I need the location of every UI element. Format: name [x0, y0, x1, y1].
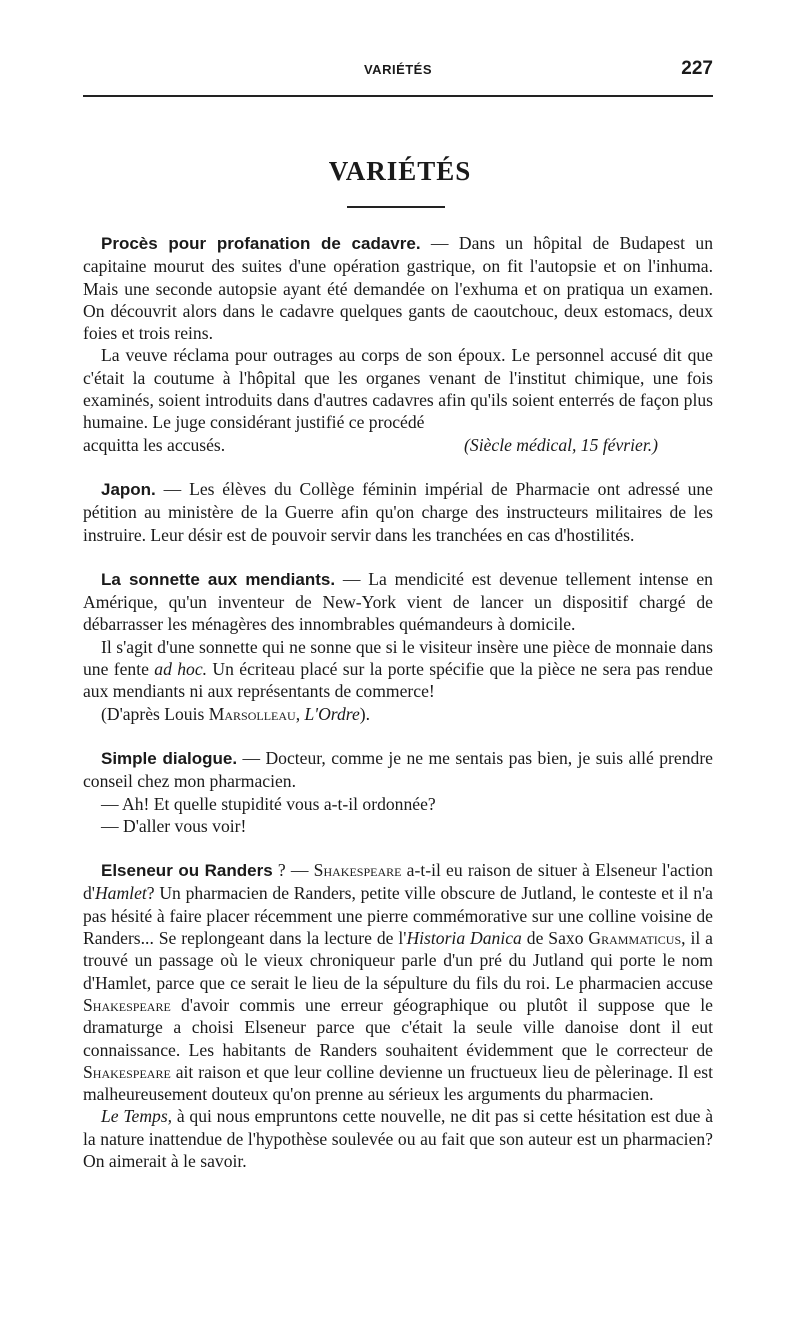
- article-text: a-t-il eu raison de situer à Elseneur l'action d': [83, 860, 713, 904]
- article-text: acquitta les accusés.: [83, 434, 226, 455]
- article-citation: [83, 703, 713, 725]
- article-text: ? —: [272, 860, 314, 881]
- article-text: d'avoir commis une erreur géographique ou plutôt il suppose que le dramaturge a choisi Elseneur parce que c'était la seule ville danoise dont il eut connaissance. Les habitants de Randers souhaitent évidemment que le correcteur de: [83, 994, 713, 1060]
- article-sonnette-mendiants: [83, 568, 713, 725]
- article-title: Japon.: [101, 479, 156, 499]
- article-text: ait raison et que leur colline devienne un fructueux lieu de pèlerinage. Il est malheureusement douteux qu'on prenne au sérieux les arguments du pharmacien.: [83, 1061, 713, 1105]
- article-paragraph: [83, 636, 713, 703]
- article-paragraph: [83, 747, 713, 793]
- author-name: Grammaticus: [588, 928, 682, 949]
- article-text: Il s'agit d'une sonnette qui ne sonne que si le visiteur insère une pièce de monnaie dans une fente: [83, 636, 713, 680]
- citation-text: (Siècle médical, 15 février.): [464, 434, 658, 455]
- citation-text: ,: [295, 703, 305, 724]
- body-text: [83, 232, 713, 1172]
- article-title: Simple dialogue.: [101, 748, 238, 768]
- author-name: Shakespeare: [83, 1061, 171, 1082]
- article-elseneur-randers: [83, 859, 713, 1172]
- article-text: Un écriteau placé sur la porte spécifie que la pièce ne sera pas rendue aux mendiants ni aux représentants de commerce!: [83, 659, 713, 702]
- article-text: — La mendicité est devenue tellement intense en Amérique, qu'un inventeur de New-York vient de lancer un dispositif chargé de débarrasser les ménagères des innombrables quémandeurs à domicile.: [83, 568, 713, 635]
- article-proces-profanation: [83, 232, 713, 456]
- article-paragraph: [83, 859, 713, 1105]
- article-text: ? Un pharmacien de Randers, petite ville obscure de Jutland, le conteste et il n'a pas hésité à faire placer récemment une pierre commémorative sur une colline voisine de Randers... Se replongeant dans la lecture de l': [83, 883, 713, 949]
- article-paragraph: [83, 568, 713, 636]
- article-simple-dialogue: [83, 747, 713, 837]
- article-text: — Dans un hôpital de Budapest un capitaine mourut des suites d'une opération gastrique, on fit l'autopsie et on l'inhuma. Mais une seconde autopsie ayant été demandée on l'exhuma et on pratiqua un examen. On découvrit alors dans le cadavre quelques gants de caoutchouc, deux estomacs, deux foies et trois reins.: [83, 233, 713, 344]
- article-text: , il a trouvé un passage où le vieux chroniqueur parle d'un pré du Jutland qui porte le nom d'Hamlet, parce que ce serait le lieu de la sépulture du fils du roi. Le pharmacien accuse: [83, 928, 713, 993]
- section-title: VARIÉTÉS: [328, 156, 472, 186]
- article-paragraph: La veuve réclama pour outrages au corps de son époux. Le personnel accusé dit que c'était la coutume à l'hôpital que les organes venant de l'institut chimique, une fois examinés, soient introduits dans d'autres cadavres afin qu'ils soient enterrés de façon plus humaine. Le juge considérant justifié ce procédé: [83, 345, 713, 433]
- article-paragraph: [83, 232, 713, 344]
- running-header: [83, 58, 713, 86]
- article-text: à qui nous empruntons cette nouvelle, ne dit pas si cette hésitation est due à la nature inattendue de l'hypothèse soulevée ou au fait que son auteur est un pharmacien? On aimerait à le savoir.: [83, 1106, 714, 1171]
- citation-text: (D'après Louis: [101, 703, 209, 724]
- article-italic: ad hoc.: [154, 659, 208, 680]
- citation-source: L'Ordre: [304, 703, 360, 724]
- article-text: — Les élèves du Collège féminin impérial de Pharmacie ont adressé une pétition au ministère de la Guerre afin qu'on charge des instructeurs militaires de les instruire. Leur désir est de pouvoir servir dans les tranchées en cas d'hostilités.: [83, 478, 713, 545]
- running-title: VARIÉTÉS: [363, 62, 433, 77]
- article-italic: Le Temps,: [101, 1106, 173, 1127]
- article-italic: Hamlet: [94, 883, 147, 904]
- author-name: Shakespeare: [83, 994, 171, 1015]
- dialogue-line: — Ah! Et quelle stupidité vous a-t-il ordonnée?: [101, 793, 436, 814]
- article-title: La sonnette aux mendiants.: [101, 569, 336, 589]
- article-text: — Docteur, comme je ne me sentais pas bien, je suis allé prendre conseil chez mon pharmacien.: [83, 747, 713, 792]
- header-rule: [83, 95, 713, 97]
- article-title: Elseneur ou Randers: [101, 861, 273, 881]
- article-citation: [446, 434, 658, 456]
- dialogue-line: — D'aller vous voir!: [101, 815, 247, 836]
- article-japon: [83, 478, 713, 546]
- article-italic: Historia Danica: [406, 928, 522, 949]
- article-text: de Saxo: [521, 928, 589, 949]
- author-name: Shakespeare: [313, 860, 402, 881]
- article-paragraph: [83, 1105, 713, 1172]
- citation-author: Marsolleau: [208, 703, 296, 724]
- article-paragraph: [83, 478, 713, 546]
- article-citation-row: [83, 434, 713, 456]
- title-rule: [347, 206, 445, 208]
- article-title: Procès pour profanation de cadavre.: [101, 234, 421, 253]
- citation-text: ).: [359, 703, 371, 724]
- page-number: 227: [681, 58, 713, 79]
